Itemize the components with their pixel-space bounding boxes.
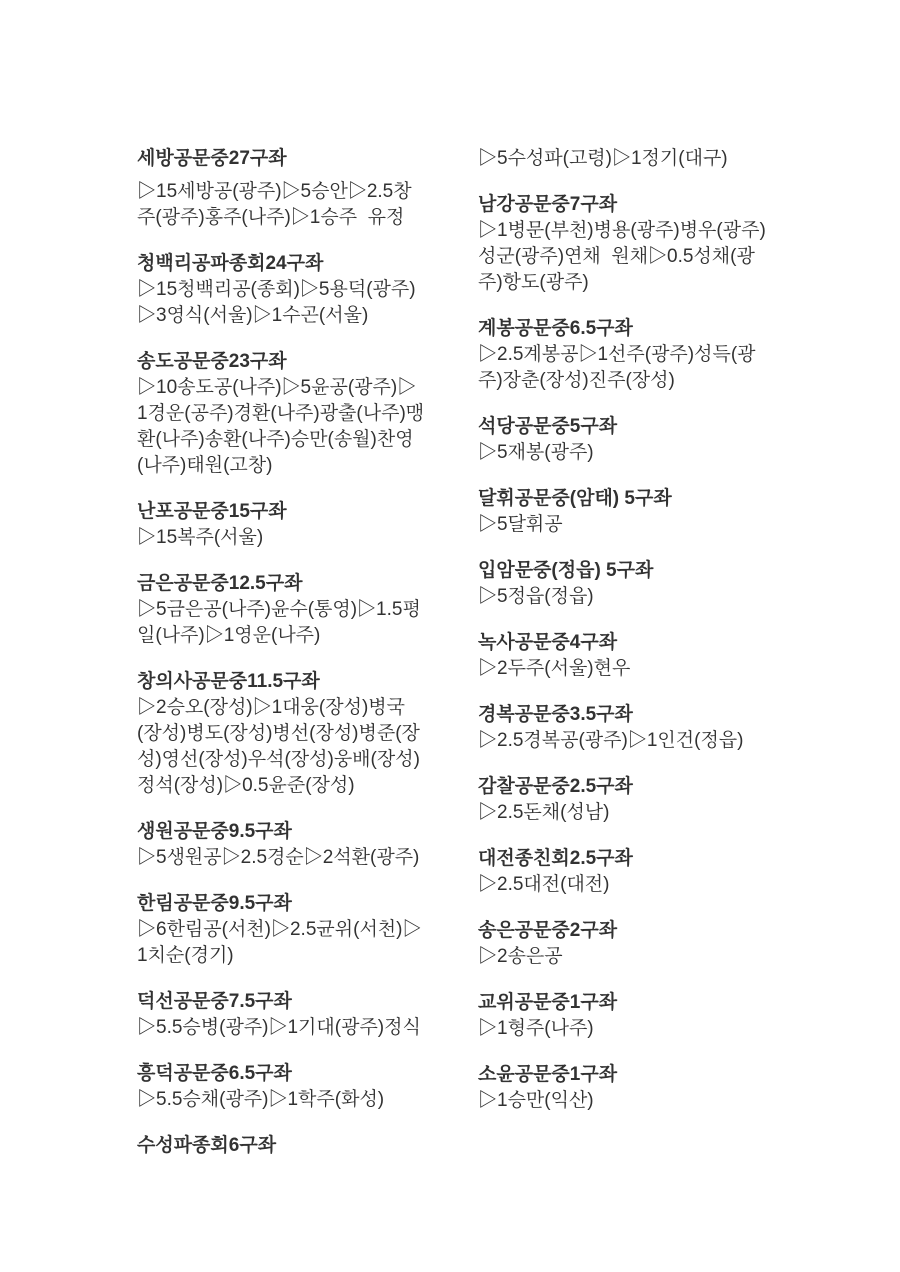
clan-entry-title: 송은공문중2구좌 [478, 920, 618, 941]
two-column-text-area [137, 146, 767, 1179]
clan-entry-title: 송도공문중23구좌 [137, 351, 287, 372]
clan-entry-title: 계봉공문중6.5구좌 [478, 318, 633, 339]
clan-entry-title: 덕선공문중7.5구좌 [137, 991, 292, 1012]
clan-entry-shares: ▷5.5승채(광주)▷1학주(화성) [137, 1089, 385, 1110]
clan-entry-title: 창의사공문중11.5구좌 [137, 671, 320, 692]
clan-entry [478, 316, 767, 394]
clan-entry-title: 남강공문중7구좌 [478, 194, 618, 215]
clan-entry-title: 청백리공파종회24구좌 [137, 253, 324, 274]
clan-entry [137, 571, 426, 649]
clan-entry-shares: ▷5생원공▷2.5경순▷2석환(광주) [137, 847, 420, 868]
clan-entry-title: 한림공문중9.5구좌 [137, 893, 292, 914]
clan-entry-shares: ▷5정읍(정읍) [478, 586, 594, 607]
clan-entry [137, 146, 426, 231]
clan-entry-shares: ▷1승만(익산) [478, 1090, 594, 1111]
clan-entry-shares: ▷10송도공(나주)▷5윤공(광주)▷1경운(공주)경환(나주)광출(나주)맹환(나주)송환(나주)승만(송월)찬영(나주)태원(고창) [137, 377, 425, 476]
clan-entry-title: 대전종친회2.5구좌 [478, 848, 633, 869]
column-left [137, 146, 426, 1179]
clan-entry-shares: ▷15복주(서울) [137, 527, 264, 548]
column-right [478, 146, 767, 1179]
clan-entry-title: 난포공문중15구좌 [137, 501, 287, 522]
clan-entry [478, 192, 767, 296]
clan-entry [478, 774, 767, 826]
clan-entry-shares: ▷2.5계봉공▷1선주(광주)성득(광주)장춘(장성)진주(장성) [478, 344, 756, 391]
clan-entry [478, 990, 767, 1042]
clan-entry-shares: ▷2송은공 [478, 946, 563, 967]
clan-entry [137, 1061, 426, 1113]
clan-entry-shares: ▷15청백리공(종회)▷5용덕(광주)▷3영식(서울)▷1수곤(서울) [137, 279, 416, 326]
clan-entry-title: 녹사공문중4구좌 [478, 632, 618, 653]
clan-entry-title: 입암문중(정읍) 5구좌 [478, 560, 654, 581]
clan-entry-title: 세방공문중27구좌 [137, 148, 287, 169]
clan-entry-title: 소윤공문중1구좌 [478, 1064, 618, 1085]
clan-entry-title: 석당공문중5구좌 [478, 416, 618, 437]
clan-entry [478, 846, 767, 898]
clan-entry-title: 금은공문중12.5구좌 [137, 573, 303, 594]
clan-entry-shares: ▷5재봉(광주) [478, 442, 594, 463]
clan-entry [478, 146, 767, 172]
clan-entry-shares: ▷1병문(부천)병용(광주)병우(광주)성군(광주)연채 원채▷0.5성채(광주)항도(광주) [478, 220, 766, 293]
clan-entry-shares: ▷2.5대전(대전) [478, 874, 610, 895]
clan-entry-shares: ▷5금은공(나주)윤수(통영)▷1.5평일(나주)▷1영운(나주) [137, 599, 421, 646]
clan-entry-shares: ▷6한림공(서천)▷2.5균위(서천)▷1치순(경기) [137, 919, 422, 966]
clan-entry [137, 349, 426, 479]
clan-entry [478, 918, 767, 970]
clan-entry-shares: ▷2.5경복공(광주)▷1인건(정읍) [478, 730, 744, 751]
clan-entry [137, 499, 426, 551]
clan-entry [137, 819, 426, 871]
clan-entry-shares: ▷5.5승병(광주)▷1기대(광주)정식 [137, 1017, 421, 1038]
clan-entry-title: 수성파종회6구좌 [137, 1135, 277, 1156]
clan-entry-shares: ▷2.5돈채(성남) [478, 802, 610, 823]
clan-entry [137, 891, 426, 969]
clan-entry-title: 감찰공문중2.5구좌 [478, 776, 633, 797]
clan-entry [137, 989, 426, 1041]
clan-entry-shares: ▷1형주(나주) [478, 1018, 594, 1039]
clan-entry [478, 486, 767, 538]
clan-entry-title: 생원공문중9.5구좌 [137, 821, 292, 842]
clan-entry-shares: ▷2승오(장성)▷1대웅(장성)병국(장성)병도(장성)병선(장성)병준(장성)영선(장성)우석(장성)웅배(장성)정석(장성)▷0.5윤준(장성) [137, 697, 420, 796]
clan-entry [137, 669, 426, 799]
clan-entry-shares: ▷5달휘공 [478, 514, 563, 535]
clan-entry [478, 630, 767, 682]
clan-entry [137, 1133, 426, 1159]
clan-entry [137, 251, 426, 329]
clan-entry-title: 경복공문중3.5구좌 [478, 704, 633, 725]
clan-entry-shares: ▷2두주(서울)현우 [478, 658, 631, 679]
clan-entry-title: 흥덕공문중6.5구좌 [137, 1063, 292, 1084]
clan-entry [478, 414, 767, 466]
clan-entry-shares: ▷15세방공(광주)▷5승안▷2.5창주(광주)홍주(나주)▷1승주 유정 [137, 181, 412, 228]
clan-entry [478, 702, 767, 754]
clan-entry-shares: ▷5수성파(고령)▷1정기(대구) [478, 148, 728, 169]
clan-entry [478, 1062, 767, 1114]
clan-entry-title: 교위공문중1구좌 [478, 992, 618, 1013]
clan-entry [478, 558, 767, 610]
clan-entry-title: 달휘공문중(암태) 5구좌 [478, 488, 672, 509]
